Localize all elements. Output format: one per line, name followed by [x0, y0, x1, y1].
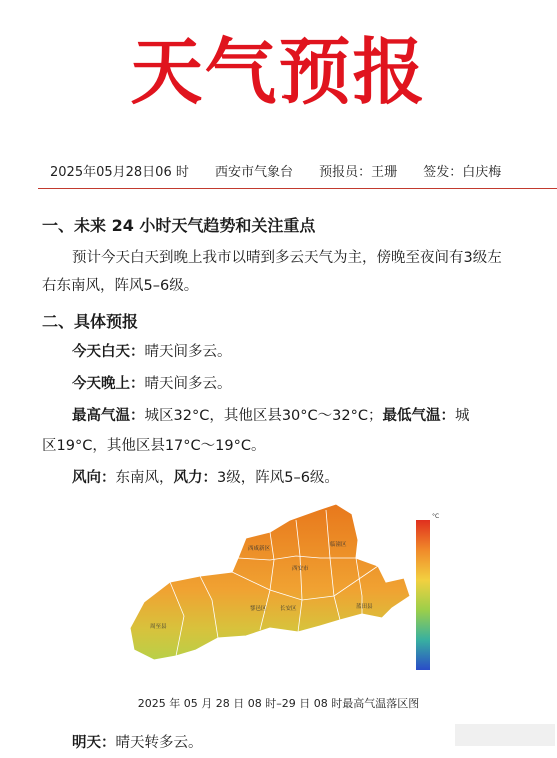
forecaster: 预报员：王珊 — [319, 165, 398, 180]
forecast-daytime — [72, 338, 232, 366]
map-label-huyi: 鄠邑区 — [250, 606, 267, 612]
page-title: 天气预报 — [130, 29, 427, 114]
wind-force-label: 风力： — [173, 470, 217, 486]
forecast-wind — [72, 464, 339, 492]
max-temperature-map — [120, 500, 450, 680]
tomorrow-value: 晴天转多云。 — [115, 735, 203, 751]
tmax-label: 最高气温： — [72, 408, 145, 424]
watermark — [455, 724, 555, 746]
daytime-label: 今天白天： — [72, 344, 145, 360]
map-label-lantian: 蓝田县 — [356, 604, 373, 610]
tmin-value-a: 城 — [454, 408, 470, 424]
tmax-value: 城区32°C，其他区县30°C～32°C； — [144, 408, 383, 424]
forecast-temperature-cont — [42, 432, 265, 460]
daytime-value: 晴天间多云。 — [144, 344, 232, 360]
forecast-temperature — [72, 402, 469, 430]
trend-paragraph: 预计今天白天到晚上我市以晴到多云天气为主，傍晚至夜间有3级左右东南风，阵风5–6级。 — [42, 250, 502, 294]
forecast-tomorrow — [72, 731, 203, 755]
night-value: 晴天间多云。 — [144, 376, 232, 392]
map-label-zhouzhi: 周至县 — [150, 624, 167, 630]
map-caption: 2025 年 05 月 28 日 08 时–29 日 08 时最高气温落区图 — [137, 697, 420, 710]
map-label-changan: 长安区 — [280, 606, 297, 612]
tmin-label: 最低气温： — [382, 408, 455, 424]
tomorrow-label: 明天： — [72, 735, 116, 751]
header-divider — [38, 188, 557, 189]
wind-force-value: 3级，阵风5–6级。 — [217, 470, 339, 486]
issuer: 签发：白庆梅 — [423, 165, 502, 180]
forecast-night — [72, 370, 232, 398]
map-label-xixian: 西咸新区 — [248, 546, 271, 552]
issuing-agency: 西安市气象台 — [214, 165, 293, 180]
wind-dir-value: 东南风， — [115, 470, 174, 486]
temperature-legend-bar — [416, 520, 430, 670]
issue-datetime: 2025年05月28日06 时 — [50, 165, 189, 180]
map-label-city: 西安市 — [292, 566, 309, 572]
map-label-lintong: 临潼区 — [330, 542, 347, 548]
night-label: 今天晚上： — [72, 376, 145, 392]
issue-info — [50, 162, 523, 184]
legend-unit: °C — [432, 513, 440, 520]
map-region-outline — [130, 504, 410, 660]
section-heading-detail: 二、具体预报 — [42, 312, 139, 331]
wind-dir-label: 风向： — [72, 470, 116, 486]
section-heading-trend: 一、未来 24 小时天气趋势和关注重点 — [42, 216, 316, 235]
tmin-value-b: 区19°C，其他区县17°C～19°C。 — [42, 438, 266, 454]
